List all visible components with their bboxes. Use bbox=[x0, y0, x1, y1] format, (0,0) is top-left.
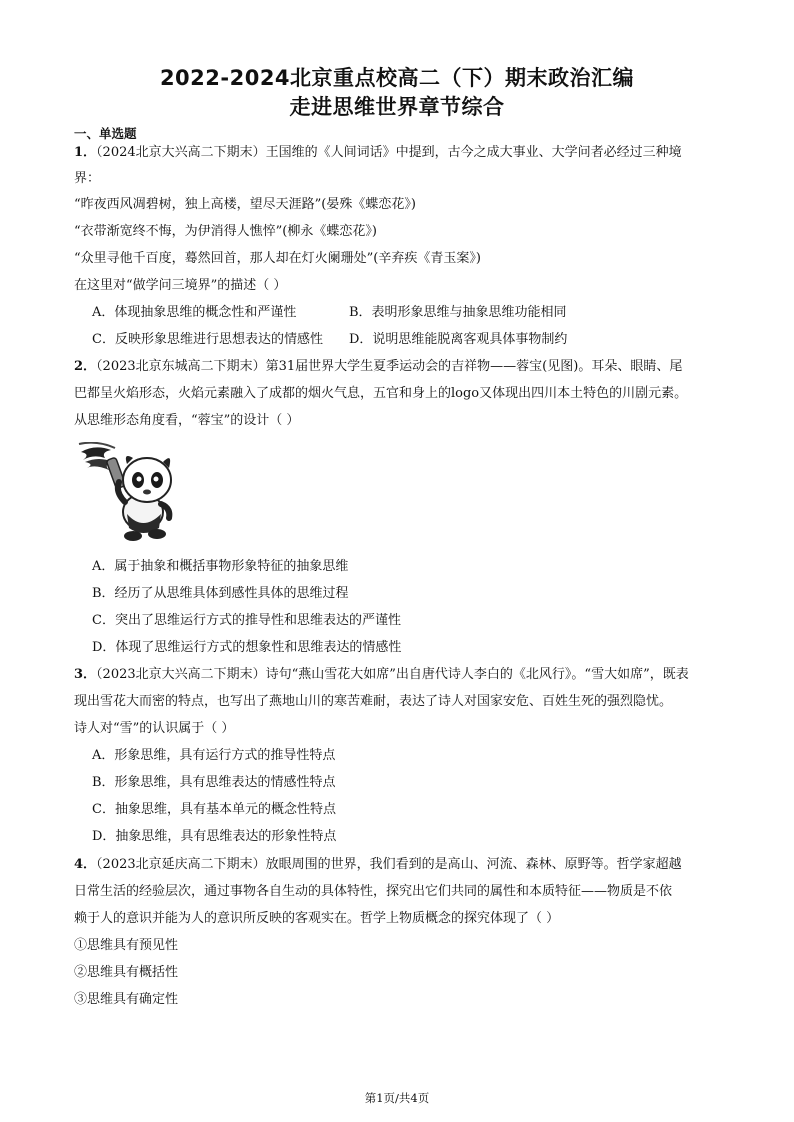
question-2-line-3: 从思维形态角度看，“蓉宝”的设计（ ） bbox=[74, 413, 300, 428]
question-3-line-2: 现出雪花大而密的特点，也写出了燕地山川的寒苦难耐，表达了诗人对国家安危、百姓生死的强烈隐忧。 bbox=[74, 694, 673, 709]
question-4-text: （2023北京延庆高二下期末）放眼周围的世界，我们看到的是高山、河流、森林、原野等。哲学家超越 bbox=[96, 857, 682, 872]
question-2-line-2: 巴都呈火焰形态，火焰元素融入了成都的烟火气息，五官和身上的logo又体现出四川本土特色的川剧元素。 bbox=[74, 386, 688, 401]
question-4-line-2: 日常生活的经验层次，通过事物各自生动的具体特性，探究出它们共同的属性和本质特征——物质是不依 bbox=[74, 884, 673, 899]
question-4-item-1: ①思维具有预见性 bbox=[74, 938, 179, 953]
question-1-text: （2024北京大兴高二下期末）王国维的《人间词话》中提到，古今之成大事业、大学问者必经过三种境 bbox=[96, 145, 682, 160]
question-3-option-b: B．形象思维，具有思维表达的情感性特点 bbox=[92, 775, 336, 790]
question-3-option-c: C．抽象思维，具有基本单元的概念性特点 bbox=[92, 802, 336, 817]
question-4-item-2: ②思维具有概括性 bbox=[74, 965, 179, 980]
question-2-text: （2023北京东城高二下期末）第31届世界大学生夏季运动会的吉祥物——蓉宝(见图)。耳朵、眼睛、尾 bbox=[96, 359, 683, 374]
document-subtitle: 走进思维世界章节综合 bbox=[289, 95, 505, 119]
question-1-line-2: 界： bbox=[74, 171, 101, 186]
question-1-option-a: A．体现抽象思维的概念性和严谨性 bbox=[92, 305, 297, 320]
question-3-line-3: 诗人对“雪”的认识属于（ ） bbox=[74, 721, 235, 736]
question-1-option-c: C．反映形象思维进行思想表达的情感性 bbox=[92, 332, 323, 347]
question-3-option-a: A．形象思维，具有运行方式的推导性特点 bbox=[92, 748, 336, 763]
question-3-line-1 bbox=[74, 666, 689, 684]
question-4-item-3: ③思维具有确定性 bbox=[74, 992, 179, 1007]
question-4-number: 4． bbox=[74, 857, 97, 872]
question-2-option-a: A．属于抽象和概括事物形象特征的抽象思维 bbox=[92, 559, 349, 574]
document-title: 2022-2024北京重点校高二（下）期末政治汇编 bbox=[159, 66, 635, 90]
question-1-option-d: D．说明思维能脱离客观具体事物制约 bbox=[349, 332, 568, 347]
question-2-option-c: C．突出了思维运行方式的推导性和思维表达的严谨性 bbox=[92, 613, 401, 628]
question-1-option-b: B．表明形象思维与抽象思维功能相同 bbox=[349, 305, 567, 320]
question-1-poem-3: “众里寻他千百度，蓦然回首，那人却在灯火阑珊处”(辛弃疾《青玉案》) bbox=[74, 251, 481, 266]
question-2-option-b: B．经历了从思维具体到感性具体的思维过程 bbox=[92, 586, 349, 601]
question-2-line-1 bbox=[74, 358, 682, 376]
question-1-line-1 bbox=[74, 144, 682, 162]
question-1-number: 1． bbox=[74, 145, 97, 160]
question-4-line-3: 赖于人的意识并能为人的意识所反映的客观实在。哲学上物质概念的探究体现了（ ） bbox=[74, 911, 560, 926]
page-footer: 第1页/共4页 bbox=[364, 1091, 430, 1105]
question-3-option-d: D．抽象思维，具有思维表达的形象性特点 bbox=[92, 829, 337, 844]
question-1-poem-1: “昨夜西风凋碧树，独上高楼，望尽天涯路”(晏殊《蝶恋花》) bbox=[74, 197, 416, 212]
question-4-line-1 bbox=[74, 856, 682, 874]
question-3-text: （2023北京大兴高二下期末）诗句“燕山雪花大如席”出自唐代诗人李白的《北风行》。“雪大如席”，既表 bbox=[96, 667, 689, 682]
mascot-rongbao-image bbox=[75, 442, 180, 542]
section-heading: 一、单选题 bbox=[74, 126, 137, 141]
question-3-number: 3． bbox=[74, 667, 97, 682]
question-2-option-d: D．体现了思维运行方式的想象性和思维表达的情感性 bbox=[92, 640, 402, 655]
question-1-stem: 在这里对“做学问三境界”的描述（ ） bbox=[74, 278, 287, 293]
question-1-poem-2: “衣带渐宽终不悔，为伊消得人憔悴”(柳永《蝶恋花》) bbox=[74, 224, 377, 239]
question-2-number: 2． bbox=[74, 359, 97, 374]
